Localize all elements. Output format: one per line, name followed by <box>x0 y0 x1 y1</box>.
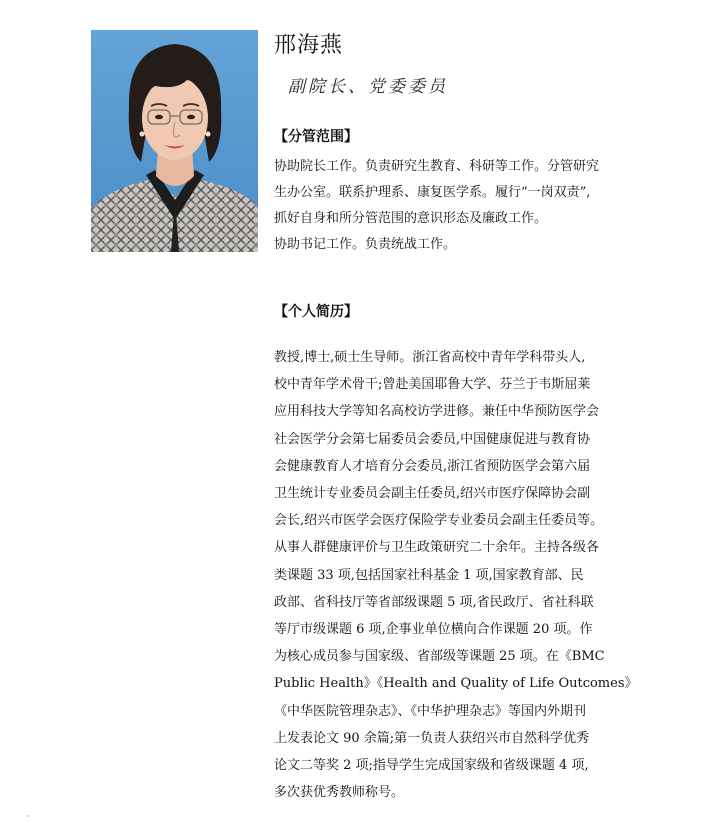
person-name: 邢海燕 <box>274 33 344 58</box>
biography-heading: 【个人简历】 <box>274 304 358 320</box>
responsibilities-heading: 【分管范围】 <box>274 129 358 145</box>
portrait-photo-icon <box>91 30 258 252</box>
corner-mark: ·· <box>26 812 32 821</box>
biography-line: 从事人群健康评价与卫生政策研究二十余年。主持各级各 <box>274 540 600 556</box>
profile-photo <box>91 30 258 252</box>
responsibilities-line: 生办公室。联系护理系、康复医学系。履行“一岗双责”, <box>274 185 591 200</box>
biography-line: 卫生统计专业委员会副主任委员,绍兴市医疗保障协会副 <box>274 486 591 502</box>
biography-line: Public Health》《Health and Quality of Life Outcomes》 <box>274 676 638 692</box>
biography-line: 《中华医院管理杂志》、《中华护理杂志》等国内外期刊 <box>274 703 587 719</box>
responsibilities-line: 协助书记工作。负责统战工作。 <box>274 237 457 252</box>
position-title: 副院长、党委委员 <box>288 77 448 97</box>
responsibilities-text <box>274 154 634 258</box>
biography-line: 会长,绍兴市医学会医疗保险学专业委员会副主任委员等。 <box>274 513 604 529</box>
biography-line: 等厅市级课题 6 项,企事业单位横向合作课题 20 项。作 <box>274 622 593 638</box>
biography-line: 上发表论文 90 余篇;第一负责人获绍兴市自然科学优秀 <box>274 730 590 746</box>
biography-line: 校中青年学术骨干;曾赴美国耶鲁大学、芬兰于韦斯屈莱 <box>274 377 591 393</box>
responsibilities-line: 协助院长工作。负责研究生教育、科研等工作。分管研究 <box>274 159 600 174</box>
biography-line: 社会医学分会第七届委员会委员,中国健康促进与教育协 <box>274 431 591 447</box>
biography-line: 应用科技大学等知名高校访学进修。兼任中华预防医学会 <box>274 404 600 420</box>
biography-line: 类课题 33 项,包括国家社科基金 1 项,国家教育部、民 <box>274 567 584 583</box>
biography-line: 多次获优秀教师称号。 <box>274 785 405 801</box>
biography-line: 教授,博士,硕士生导师。浙江省高校中青年学科带头人, <box>274 350 586 365</box>
biography-line: 论文二等奖 2 项;指导学生完成国家级和省级课题 4 项, <box>274 758 589 774</box>
responsibilities-line: 抓好自身和所分管范围的意识形态及廉政工作。 <box>274 211 548 226</box>
biography-text <box>274 344 644 806</box>
biography-line: 为核心成员参与国家级、省部级等课题 25 项。在《BMC <box>274 649 605 665</box>
biography-line: 会健康教育人才培育分会委员,浙江省预防医学会第六届 <box>274 458 591 474</box>
biography-line: 政部、省科技厅等省部级课题 5 项,省民政厅、省社科联 <box>274 594 594 610</box>
